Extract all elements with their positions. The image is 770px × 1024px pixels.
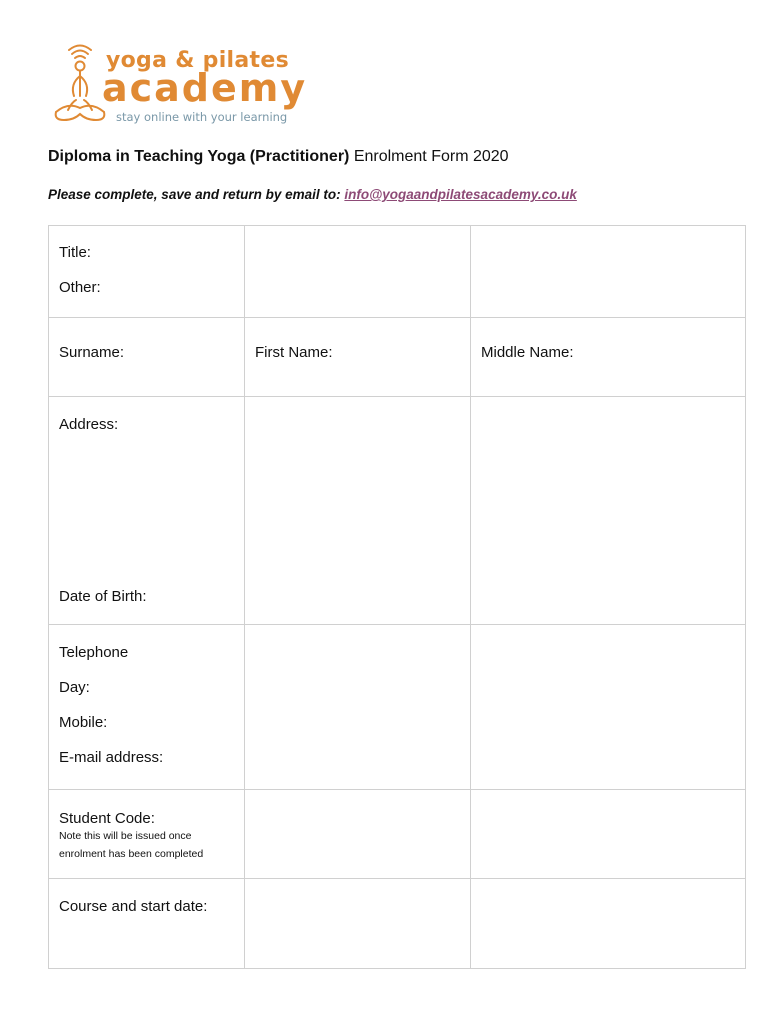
first-name-label: First Name: [255, 344, 333, 361]
title-cell [49, 226, 245, 318]
student-code-input-cell[interactable] [245, 790, 471, 879]
email-link[interactable]: info@yogaandpilatesacademy.co.uk [344, 187, 577, 202]
day-phone-label: Day: [59, 679, 90, 696]
return-instruction [48, 187, 577, 202]
other-input-cell[interactable] [471, 226, 746, 318]
address-input-cell[interactable] [245, 397, 471, 625]
table-row [49, 790, 746, 879]
contact-input-cell[interactable] [245, 625, 471, 790]
contact-cell [49, 625, 245, 790]
form-heading-regular: Enrolment Form 2020 [349, 148, 509, 165]
table-row [49, 879, 746, 969]
student-code-input-cell-2[interactable] [471, 790, 746, 879]
student-code-note-2: enrolment has been completed [59, 848, 204, 860]
address-label: Address: [59, 416, 119, 433]
mobile-label: Mobile: [59, 714, 108, 731]
first-name-cell[interactable] [245, 318, 471, 397]
enrolment-form-table [48, 225, 746, 969]
table-row [49, 625, 746, 790]
middle-name-label: Middle Name: [481, 344, 574, 361]
address-input-cell-2[interactable] [471, 397, 746, 625]
student-code-label: Student Code: [59, 810, 155, 827]
logo-brand-line1: yoga & pilates [106, 48, 289, 73]
course-cell [49, 879, 245, 969]
date-of-birth-label: Date of Birth: [59, 588, 147, 605]
contact-input-cell-2[interactable] [471, 625, 746, 790]
course-start-date-label: Course and start date: [59, 898, 208, 915]
table-row [49, 226, 746, 318]
form-heading-bold: Diploma in Teaching Yoga (Practitioner) [48, 148, 350, 165]
return-instruction-text: Please complete, save and return by email to: [48, 187, 345, 202]
other-label: Other: [59, 279, 101, 296]
email-address-label: E-mail address: [59, 749, 164, 766]
surname-cell[interactable] [49, 318, 245, 397]
course-input-cell-2[interactable] [471, 879, 746, 969]
meditating-figure-icon [50, 44, 110, 128]
middle-name-cell[interactable] [471, 318, 746, 397]
student-code-note-1: Note this will be issued once [59, 830, 192, 842]
academy-logo [50, 44, 310, 128]
form-heading [48, 148, 509, 166]
title-input-cell[interactable] [245, 226, 471, 318]
logo-tagline: stay online with your learning [116, 110, 288, 124]
telephone-label: Telephone [59, 644, 129, 661]
surname-label: Surname: [59, 344, 125, 361]
address-cell [49, 397, 245, 625]
table-row [49, 318, 746, 397]
student-code-cell [49, 790, 245, 879]
table-row [49, 397, 746, 625]
title-label: Title: [59, 244, 91, 261]
logo-brand-line2: academy [102, 66, 308, 110]
course-input-cell[interactable] [245, 879, 471, 969]
